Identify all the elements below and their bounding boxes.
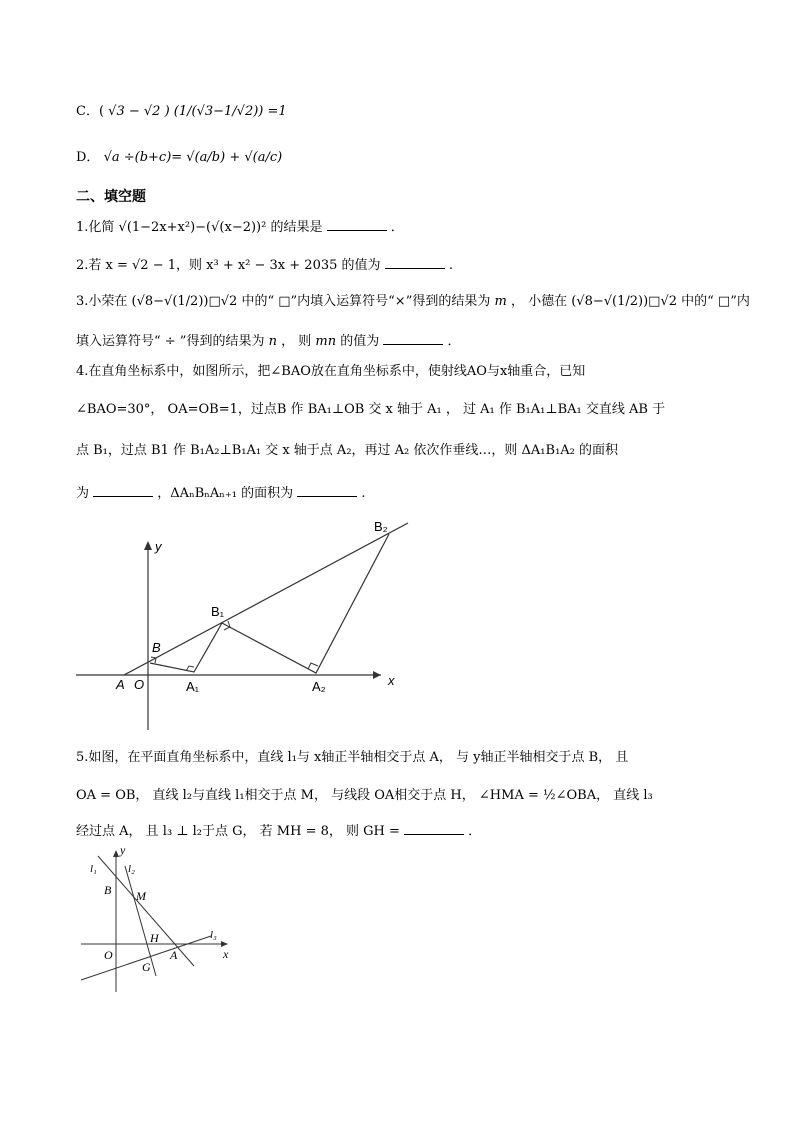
question-4-line-1: 4.在直角坐标系中，如图所示，把∠BAO放在直角坐标系中，使射线AO与x轴重合，已知 — [76, 364, 586, 379]
question-3-text-d: ， 则 — [281, 334, 312, 349]
question-4-text: 为 — [76, 486, 90, 501]
answer-blank[interactable] — [383, 330, 443, 345]
question-4-line-3: 点 B₁，过点 B1 作 B₁A₂⊥B₁A₁ 交 x 轴于点 A₂，再过 A₂ 依次作垂线…，则 ΔA₁B₁A₂ 的面积 — [76, 443, 619, 458]
answer-blank[interactable] — [404, 820, 464, 835]
label-m: M — [136, 889, 146, 903]
figure-lines — [76, 842, 246, 994]
label-b: B — [152, 640, 161, 655]
option-d — [76, 148, 282, 168]
label-x: x — [223, 947, 229, 961]
question-5-line-2: OA = OB， 直线 l₂与直线 l₁相交于点 M， 与线段 OA相交于点 H， ∠HMA = ½∠OBA， 直线 l₃ — [76, 788, 653, 803]
label-x: x — [388, 673, 395, 688]
figure-perpendiculars — [76, 515, 416, 735]
question-3-text-e: 的值为 — [340, 334, 380, 349]
question-4-end: . — [361, 486, 366, 501]
variable-mn: mn — [315, 334, 337, 349]
label-b1: B₁ — [211, 604, 225, 619]
question-5-line-3 — [76, 820, 481, 842]
label-a2: A₂ — [312, 679, 326, 694]
answer-blank[interactable] — [297, 482, 357, 497]
question-2 — [76, 254, 453, 276]
label-o: O — [134, 677, 145, 692]
label-h: H — [150, 931, 159, 945]
label-l1: l₁ — [90, 863, 97, 875]
question-2-end: . — [448, 258, 453, 273]
question-3-text-b: ， 小德在 (√8−√(1/2))□√2 中的“ □”内 — [510, 294, 750, 309]
option-c — [76, 102, 287, 122]
question-5-text: 经过点 A， 且 l₃ ⊥ l₂于点 G， 若 MH = 8， 则 GH = — [76, 824, 400, 839]
label-l2: l₂ — [128, 863, 135, 875]
label-a: A — [116, 677, 125, 692]
question-3-line-2 — [76, 330, 461, 352]
question-3-text-c: 填入运算符号“ ÷ ”得到的结果为 — [76, 334, 265, 349]
answer-blank[interactable] — [385, 254, 445, 269]
label-b2: B₂ — [374, 519, 388, 534]
answer-blank[interactable] — [93, 482, 153, 497]
variable-n: n — [268, 334, 277, 349]
question-3-text: 3.小荣在 (√8−√(1/2))□√2 中的“ □”内填入运算符号“×”得到的结果为 — [76, 294, 491, 309]
label-a1: A₁ — [186, 679, 200, 694]
question-4-line-4 — [76, 482, 366, 504]
question-4-line-2: ∠BAO=30°， OA=OB=1，过点B 作 BA₁⊥OB 交 x 轴于 A₁ ， 过 A₁ 作 B₁A₁⊥BA₁ 交直线 AB 于 — [76, 402, 666, 417]
question-5-end: ． — [468, 824, 482, 839]
option-d-expr: √a ÷(b+c)= √(a/b) + √(a/c) — [103, 150, 283, 165]
option-c-expr: √3 − √2 ) (1/(√3−1/√2)) =1 — [108, 104, 287, 119]
variable-m: m — [494, 294, 507, 309]
option-d-label: D． — [76, 150, 100, 165]
section-title: 二、填空题 — [76, 189, 146, 205]
answer-blank[interactable] — [327, 216, 387, 231]
question-1-text: 1.化简 √(1−2x+x²)−(√(x−2))² 的结果是 — [76, 220, 323, 235]
label-y: y — [155, 539, 162, 554]
question-1-end: ． — [390, 220, 404, 235]
y-axis-arrow-icon — [113, 850, 119, 857]
question-1 — [76, 216, 404, 238]
label-y: y — [120, 843, 126, 857]
question-4-text-b: ，ΔAₙBₙAₙ₊₁ 的面积为 — [157, 486, 294, 501]
question-5-line-1: 5.如图，在平面直角坐标系中，直线 l₁与 x轴正半轴相交于点 A， 与 y轴正半轴相交于点 B， 且 — [76, 750, 629, 765]
label-l3: l₃ — [210, 929, 217, 941]
label-g: G — [142, 960, 151, 974]
question-3-end: ． — [447, 334, 461, 349]
question-2-text: 2.若 x = √2 − 1，则 x³ + x² − 3x + 2035 的值为 — [76, 258, 381, 273]
label-a: A — [170, 948, 178, 962]
option-c-label: C．( — [76, 104, 105, 119]
question-3-line-1 — [76, 292, 750, 312]
label-o: O — [104, 948, 113, 962]
label-b: B — [104, 883, 112, 897]
